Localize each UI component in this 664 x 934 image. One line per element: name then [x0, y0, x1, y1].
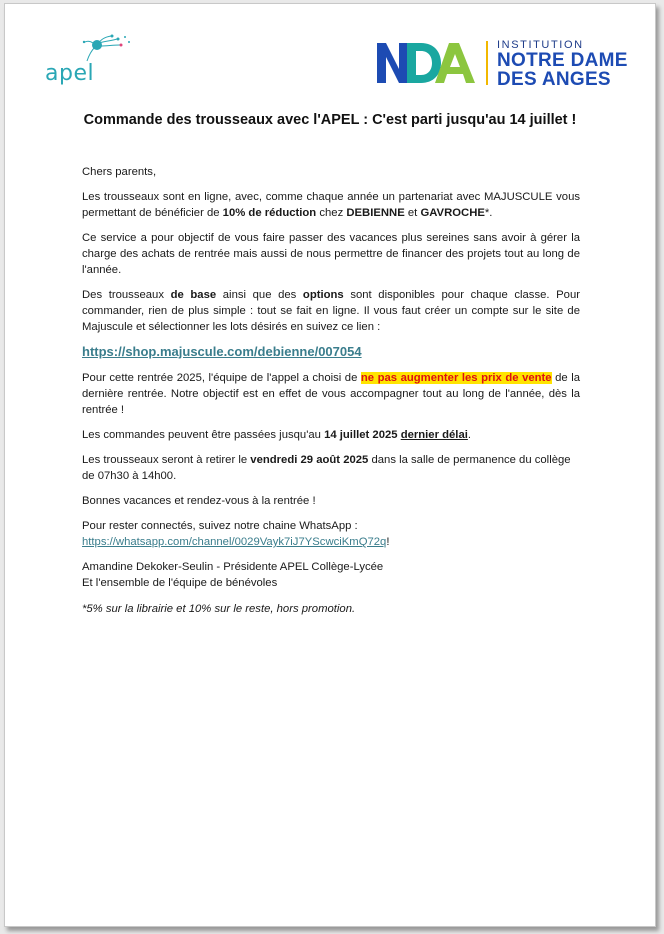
greeting: Chers parents, — [82, 166, 157, 178]
text: de la dernière rentrée. Notre objectif est en effet de vous accompagner tout au long de l'année, dès la rentrée ! — [82, 372, 580, 416]
paragraph-whatsapp — [82, 518, 580, 550]
nda-letters-mark — [377, 39, 477, 87]
paragraph-partnership — [82, 189, 580, 221]
nda-name-line1: NOTRE DAME — [497, 50, 628, 71]
text: Des trousseaux — [82, 289, 171, 301]
nda-name-line2: DES ANGES — [497, 69, 611, 90]
whatsapp-link[interactable]: https://whatsapp.com/channel/0029Vayk7iJ7YScwciKmQ72q — [82, 536, 387, 548]
store-debienne: DEBIENNE — [346, 207, 405, 219]
text: ! — [386, 536, 390, 548]
signature-line1: Amandine Dekoker-Seulin - Présidente APEL Collège-Lycée — [82, 561, 384, 573]
apel-logo — [45, 39, 135, 99]
text: dans la salle de permanence du collège de 07h30 à 14h00. — [82, 454, 571, 482]
footnote: *5% sur la librairie et 10% sur le reste, hors promotion. — [82, 603, 356, 615]
page-title: Commande des trousseaux avec l'APEL : C'est parti jusqu'au 14 juillet ! — [83, 112, 577, 128]
letter-body — [82, 164, 580, 626]
nda-institution-label: INSTITUTION — [497, 39, 584, 51]
signature — [82, 559, 580, 591]
text: Les commandes peuvent être passées jusqu'au — [82, 429, 325, 441]
shop-link[interactable]: https://shop.majuscule.com/debienne/007054 — [82, 344, 362, 359]
text: Pour cette rentrée 2025, l'équipe de l'appel a choisi de — [82, 372, 361, 384]
text: *. — [484, 207, 493, 219]
text: Les trousseaux seront à retirer le — [82, 454, 251, 466]
paragraph-objective: Ce service a pour objectif de vous faire passer des vacances plus sereines sans avoir à gérer la charge des achats de rentrée mais aussi de nous permettre de financer des projets tout au long de l'année. — [82, 232, 580, 276]
nda-logo — [377, 37, 637, 91]
options-text: options — [302, 289, 344, 301]
signature-line2: Et l'ensemble de l'équipe de bénévoles — [82, 577, 278, 589]
apel-logo-text: apel — [45, 61, 95, 86]
paragraph-kits — [82, 287, 580, 335]
paragraph-farewell: Bonnes vacances et rendez-vous à la rentrée ! — [82, 495, 316, 507]
deadline-date: 14 juillet 2025 — [324, 429, 398, 441]
text: sont disponibles pour chaque classe. Pour commander, rien de plus simple : tout se fait en ligne. Il vous faut créer un compte sur le site de Majuscule et sélectionner les lots désirés en suivez ce lien : — [82, 289, 580, 333]
paragraph-deadline — [82, 427, 580, 443]
discount-text: 10% de réduction — [222, 207, 317, 219]
text: chez — [316, 207, 347, 219]
text: Pour rester connectés, suivez notre chaine WhatsApp : — [82, 520, 358, 532]
highlight-no-price-increase: ne pas augmenter les prix de vente — [360, 372, 552, 384]
paragraph-pickup — [82, 452, 580, 484]
store-gavroche: GAVROCHE — [420, 207, 485, 219]
text: ainsi que des — [216, 289, 303, 301]
nda-divider-bar — [486, 41, 488, 85]
paragraph-prices — [82, 370, 580, 418]
text: et — [404, 207, 421, 219]
base-kits-text: de base — [170, 289, 217, 301]
text: Les trousseaux sont en ligne, avec, comme chaque année un partenariat avec MAJUSCULE vous permettant de bénéficier de — [82, 191, 580, 219]
pickup-date: vendredi 29 août 2025 — [250, 454, 369, 466]
deadline-note: dernier délai — [400, 429, 468, 441]
document-page — [4, 3, 656, 927]
text: . — [467, 429, 472, 441]
